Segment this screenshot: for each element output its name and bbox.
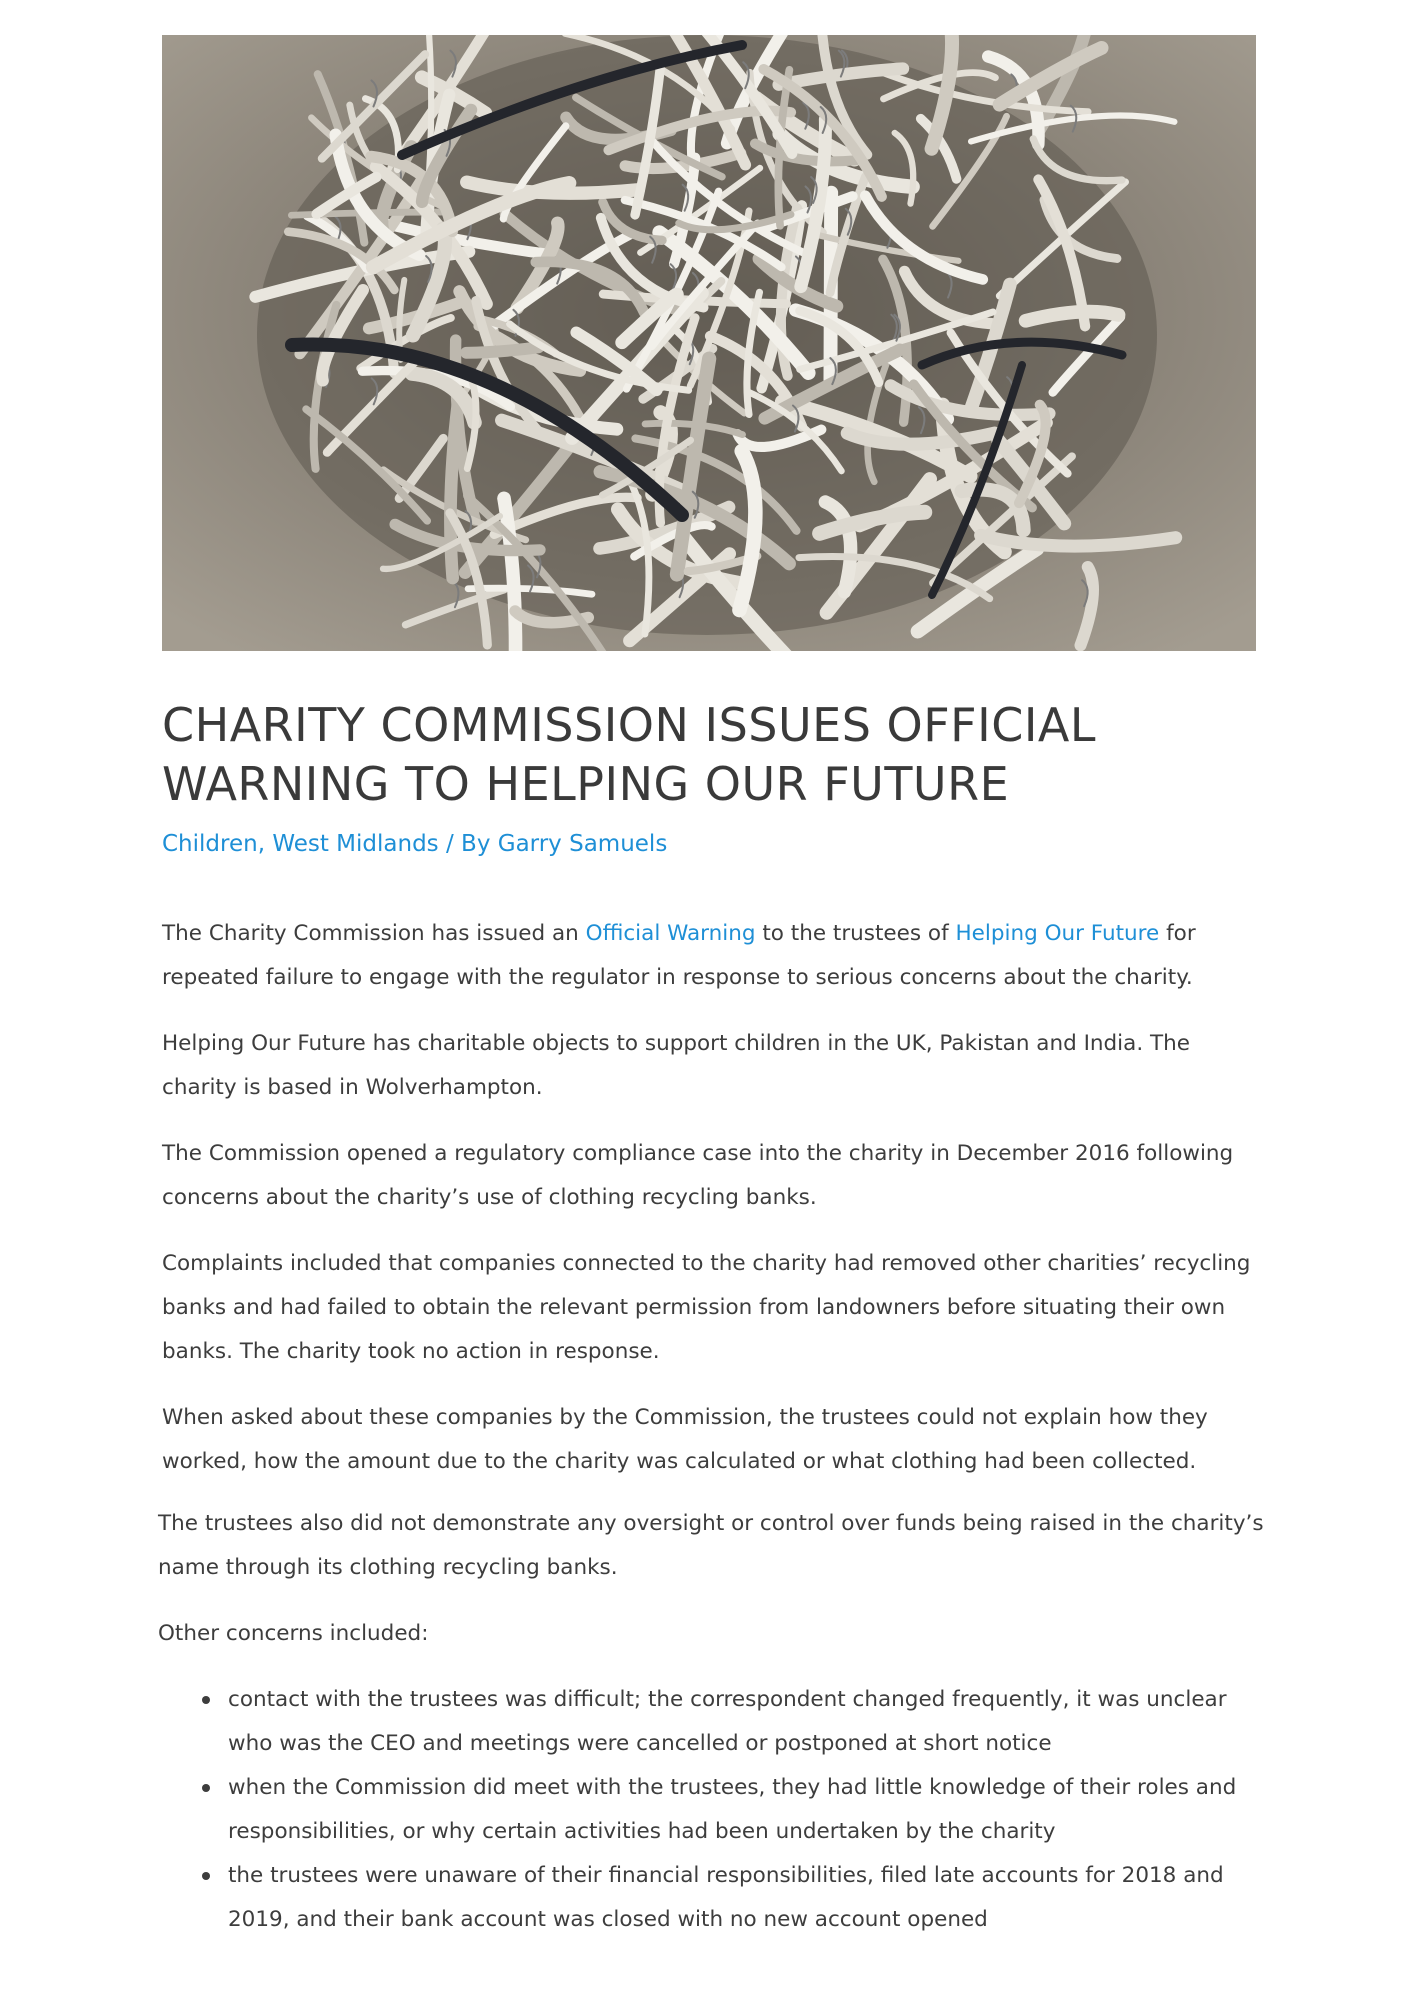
p1-text-2: to the trustees of: [755, 921, 956, 946]
list-item: contact with the trustees was difficult; the correspondent changed frequently, it was unclear who was the CEO and meetings were cancelled or postponed at short notice: [228, 1678, 1268, 1766]
paragraph-7: Other concerns included:: [158, 1621, 429, 1646]
author-link[interactable]: Garry Samuels: [497, 831, 668, 857]
helping-our-future-link[interactable]: Helping Our Future: [955, 921, 1160, 946]
paragraph-3: The Commission opened a regulatory compliance case into the charity in December 2016 following concerns about the charity’s use of clothing recycling banks.: [162, 1141, 1234, 1210]
paragraph-1: [162, 912, 1262, 1000]
meta-separator: ,: [257, 831, 273, 857]
hero-image: [162, 35, 1256, 651]
official-warning-link[interactable]: Official Warning: [585, 921, 756, 946]
concerns-list: [158, 1678, 1268, 1942]
p1-text-1: The Charity Commission has issued an: [162, 921, 586, 946]
article-meta: [162, 828, 667, 860]
category-link-children[interactable]: Children: [162, 831, 258, 857]
list-item: the trustees were unaware of their financial responsibilities, filed late accounts for 2018 and 2019, and their bank account was closed with no new account opened: [228, 1854, 1268, 1942]
hanger-shape: [450, 404, 458, 578]
paragraph-6: The trustees also did not demonstrate any oversight or control over funds being raised in the charity’s name through its clothing recycling banks.: [158, 1511, 1264, 1580]
p1-text-3: for repeated failure to engage with the regulator in response to serious concerns about the charity.: [162, 921, 1196, 990]
paragraph-2: Helping Our Future has charitable objects to support children in the UK, Pakistan and India. The charity is based in Wolverhampton.: [162, 1031, 1190, 1100]
paragraph-5: When asked about these companies by the Commission, the trustees could not explain how they worked, how the amount due to the charity was calculated or what clothing had been collected.: [162, 1405, 1208, 1474]
paragraph-4: Complaints included that companies connected to the charity had removed other charities’ recycling banks and had failed to obtain the relevant permission from landowners before situating their own banks. The charity took no action in response.: [162, 1251, 1251, 1364]
hangers-photo: [162, 35, 1256, 651]
hanger-shape: [466, 347, 538, 352]
list-item: when the Commission did meet with the trustees, they had little knowledge of their roles and responsibilities, or why certain activities had been undertaken by the charity: [228, 1766, 1268, 1854]
meta-by: / By: [438, 831, 498, 857]
article-title: CHARITY COMMISSION ISSUES OFFICIAL WARNING TO HELPING OUR FUTURE: [162, 698, 1096, 811]
article-body: [162, 912, 1262, 1506]
category-link-west-midlands[interactable]: West Midlands: [272, 831, 439, 857]
article-body-continued: [158, 1502, 1268, 1942]
